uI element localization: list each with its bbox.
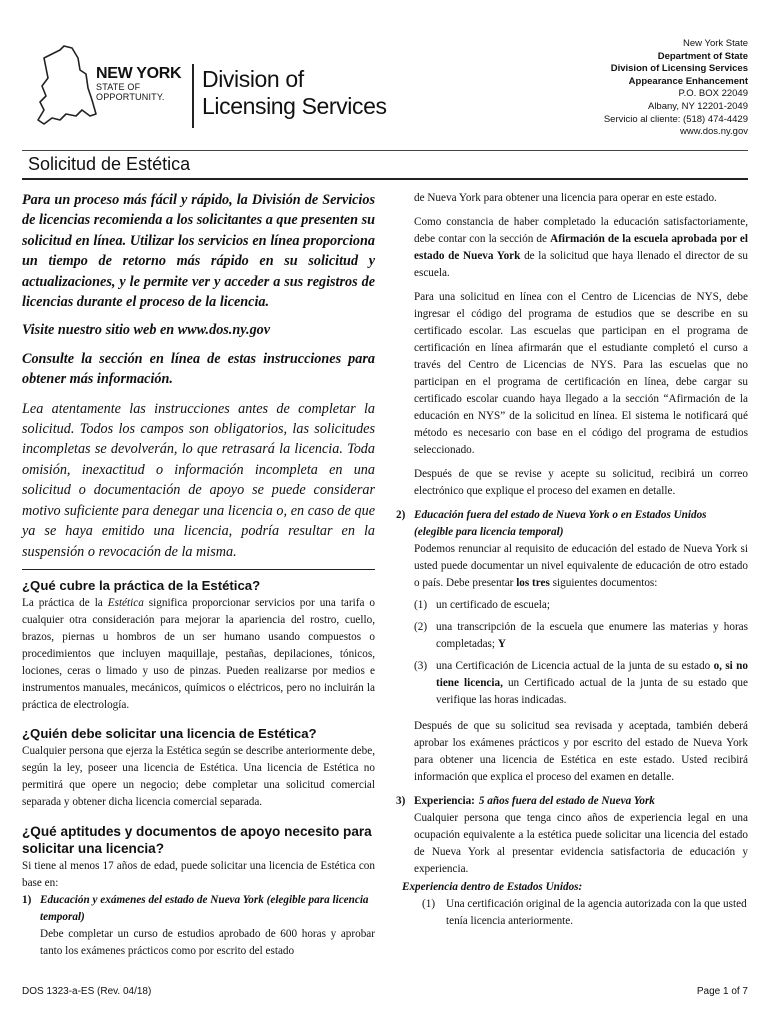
paragraph: Para una solicitud en línea con el Centro de Licencias de NYS, debe ingresar el código del programa de estudios que se describe en su certificado escolar. Las escuelas que participan en el programa de certificación en línea afirmarán que el estudiante completó el curso a través del Centro de Licencias de NYS. Para las escuelas que no participan en el programa de certificación en línea, debe cargar su certificado escolar cuando haya llegado a la sección “Afirmación de la educación en NYS” de la solicitud en línea. El sistema le notificará qué método es necesario con base en el código del programa de estudios seleccionado. [414, 291, 748, 456]
paragraph [396, 541, 748, 592]
divider [22, 569, 375, 570]
division-name [202, 66, 387, 120]
list-item [396, 619, 748, 653]
ny-wordmark-line3: OPPORTUNITY. [96, 92, 165, 102]
address-line: New York State [683, 38, 748, 49]
scope-paragraph [22, 595, 375, 714]
item-number: 3) [396, 795, 406, 807]
subsection-heading: Experiencia dentro de Estados Unidos: [402, 881, 583, 893]
address-line: Albany, NY 12201-2049 [647, 100, 748, 112]
form-identifier: DOS 1323-a-ES (Rev. 04/18) [22, 986, 152, 997]
address-line: Department of State [657, 50, 748, 62]
item-label: Experiencia: [414, 795, 475, 807]
warning-paragraph: Lea atentamente las instrucciones antes de completar la solicitud. Todos los campos son obligatorios, las solicitudes incompletas se devolverán, lo que retrasará la licencia. Toda omisión, inexactitud o información incompleta en una solicitud o documentación de apoyo se puede considerar motivo suficiente para denegar una licencia o, en caso de que ya se haya emitido una licencia, podría resultar en la suspensión o revocación de la misma. [22, 400, 375, 560]
list-item [396, 658, 748, 709]
list-emphasis: Y [497, 638, 506, 650]
item-number: 1) [22, 894, 32, 907]
dos-logo [30, 44, 430, 134]
who-must-apply-paragraph: Cualquier persona que ejerza la Estética según se describe anteriormente debe, según la ley, poseer una licencia de Estética. Una licencia de Estética no permitirá que opere un negocio; debe completar una solicitud comercial separada y obtener dicha licencia comercial separada. [22, 745, 375, 809]
page-number: Page 1 of 7 [696, 986, 748, 997]
emphasis-text: los tres [516, 577, 550, 589]
address-line: Division of Licensing Services [610, 63, 748, 75]
qualification-item-heading [396, 507, 748, 541]
consult-online-text: Consulte la sección en línea de estas instrucciones para obtener más información. [22, 350, 375, 388]
agency-address [604, 38, 748, 139]
visit-website-text: Visite nuestro sitio web en www.dos.ny.gov [22, 322, 271, 339]
paragraph-text: siguientes documentos: [549, 577, 658, 589]
online-intro-paragraph: Para un proceso más fácil y rápido, la División de Servicios de licencias recomienda a los solicitantes a que presenten su solicitud en línea. Utilizar los servicios en línea proporciona un tiempo de retorno más rápido en su solicitud y actualizaciones, y le permite ver y acceder a sus registros de licencias durante el proceso de la licencia. [22, 192, 375, 311]
left-column [22, 190, 375, 960]
item-number: 2) [396, 509, 406, 521]
division-name-line1: Division of [202, 66, 304, 92]
logo-divider [192, 64, 194, 128]
list-text-part: una Certificación de Licencia actual de la junta de su estado [436, 660, 714, 672]
divider [22, 178, 748, 180]
list-text [436, 658, 748, 709]
paragraph: Después de que se revise y acepte su solicitud, recibirá un correo electrónico que explique el proceso del examen en detalle. [414, 468, 748, 497]
qualifications-paragraph: Si tiene al menos 17 años de edad, puede solicitar una licencia de Estética con base en: [22, 860, 375, 890]
customer-service-phone: Servicio al cliente: (518) 474-4429 [603, 113, 748, 125]
right-column [396, 190, 748, 930]
scope-text: La práctica de la [22, 597, 108, 610]
list-text: Una certificación original de la agencia autorizada con la que usted tenía licencia anteriormente. [446, 898, 747, 927]
list-number: (2) [414, 621, 428, 633]
ny-wordmark-line2: STATE OF [96, 82, 141, 92]
list-number: (1) [422, 898, 436, 910]
item-title: Educación y exámenes del estado de Nueva York (elegible para licencia temporal) [40, 894, 369, 924]
paragraph-text: Podemos renunciar al requisito de educación del estado de Nueva York si usted puede documentar un nivel equivalente de educación de otro estado o país. Debe presentar [414, 543, 748, 589]
list-item [396, 896, 748, 930]
section-heading-who-must-apply: ¿Quién debe solicitar una licencia de Estética? [22, 726, 317, 742]
address-line: Appearance Enhancement [628, 75, 748, 87]
paragraph-text: Como constancia de haber completado la educación satisfactoriamente, debe contar con la sección de [414, 216, 748, 245]
list-text-part: un Certificado actual de la junta de su estado que verifique las horas indicadas. [436, 677, 748, 706]
list-text-part: una transcripción de la escuela que enumere las materias y horas completadas; [436, 621, 748, 650]
scope-term: Estética [107, 597, 144, 610]
paragraph: Después de que su solicitud sea revisada y aceptada, también deberá aprobar los exámenes prácticos y por escrito del estado de Nueva York para obtener una licencia de Estética en este estado. Usted recibirá información que explica el proceso del examen en detalle. [414, 720, 748, 783]
ny-wordmark-line1: NEW YORK [96, 65, 182, 82]
paragraph [396, 214, 748, 282]
qualification-item-heading [22, 892, 375, 926]
item-title: 5 años fuera del estado de Nueva York [478, 795, 655, 807]
qualification-item-body: Debe completar un curso de estudios aprobado de 600 horas y aprobar tanto los exámenes prácticos como por escrito del estado [40, 928, 375, 958]
scope-text: significa proporcionar servicios por una tarifa o cualquier otra consideración para mejorar la apariencia del rostro, cuello, brazos, piernas u hombros de un ser humano usando compuestos o procedimientos que incluyen maquillaje, pestañas, depilaciones, tónicos, lociones, ceras o limado y uso de pinzas. Pueden realizarse por medios e instrumentos manuales, mecánicos, químicos o eléctricos, pero no incluirán la práctica de electrología. [22, 597, 376, 712]
list-text [436, 619, 748, 653]
division-name-line2: Licensing Services [202, 93, 387, 119]
paragraph: de Nueva York para obtener una licencia para operar en este estado. [414, 192, 717, 204]
item-title: Educación fuera del estado de Nueva York o en Estados Unidos (elegible para licencia temporal) [414, 509, 707, 538]
address-line: P.O. BOX 22049 [678, 88, 748, 100]
list-number: (3) [414, 660, 428, 672]
section-heading-qualifications: ¿Qué aptitudes y documentos de apoyo necesito para solicitar una licencia? [22, 824, 372, 857]
list-number: (1) [414, 599, 428, 611]
paragraph: Cualquier persona que tenga cinco años de experiencia legal en una ocupación equivalente a la estética puede solicitar una licencia del estado de Nueva York al presentar evidencia satisfactoria de educación y experiencia. [414, 812, 748, 875]
qualification-item-heading [396, 793, 748, 810]
divider [22, 150, 748, 151]
list-text: un certificado de escuela; [436, 599, 550, 611]
website-link[interactable]: www.dos.ny.gov [680, 126, 748, 138]
ny-state-wordmark [96, 66, 181, 102]
list-emphasis: o, si no tiene licencia, [436, 660, 748, 689]
list-item [396, 597, 748, 614]
paragraph-text: de la solicitud que haya llenado el director de su escuela. [414, 250, 748, 279]
new-york-state-map-icon [30, 44, 100, 134]
section-heading-scope: ¿Qué cubre la práctica de la Estética? [22, 578, 261, 594]
affirmation-section-name: Afirmación de la escuela aprobada por el estado de Nueva York [414, 233, 749, 262]
page-title: Solicitud de Estética [28, 154, 191, 174]
